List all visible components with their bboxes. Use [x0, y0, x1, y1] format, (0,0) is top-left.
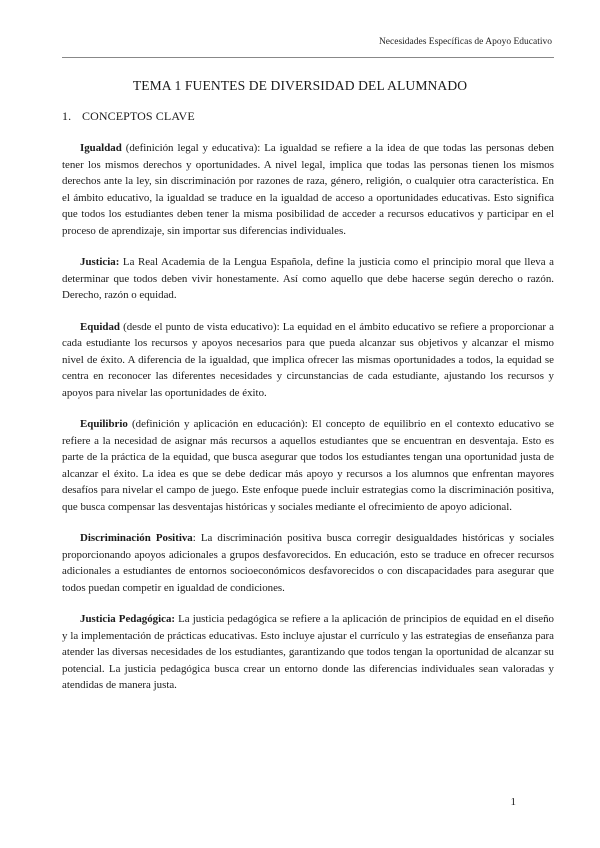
paragraph-equilibrio [62, 416, 554, 515]
paragraph-igualdad [62, 140, 554, 239]
paragraph-justicia [62, 254, 554, 304]
term-label: Equilibrio [80, 418, 128, 430]
page-number: 1 [510, 796, 516, 808]
paragraph-text: (definición y aplicación en educación): El concepto de equilibrio en el contexto educativo se refiere a la necesidad de asignar más recursos a aquellos estudiantes que se encuentran en desventaja. Esto es parte de la práctica de la equidad, que busca asegurar que todos los estudiantes tengan una oportunidad justa de alcanzar el éxito. La idea es que se debe dedicar más apoyo y recursos a los alumnos que enfrentan mayores desafíos para nivelar el campo de juego. Este enfoque puede incluir estrategias como la discriminación positiva, que busca compensar las desventajas históricas y sociales mediante el ofrecimiento de apoyo adicional. [62, 418, 554, 513]
paragraph-equidad [62, 319, 554, 402]
header-rule [62, 57, 554, 58]
paragraph-discriminacion-positiva [62, 530, 554, 596]
paragraph-justicia-pedagogica [62, 611, 554, 694]
paragraph-text: (definición legal y educativa): La igualdad se refiere a la idea de que todas las personas deben tener los mismos derechos y oportunidades. A nivel legal, implica que todas las personas tienen los mismos derechos ante la ley, sin discriminación por razones de raza, género, religión, o cualquier otra característica. En el ámbito educativo, la igualdad se traduce en la igualdad de acceso a oportunidades educativas. Esto significa que todos los estudiantes deben tener la misma posibilidad de acceder a recursos educativos y participar en el proceso de aprendizaje, sin importar sus diferencias individuales. [62, 142, 554, 237]
paragraph-text: : La discriminación positiva busca corregir desigualdades históricas y sociales proporcionando apoyos adicionales a grupos desfavorecidos. En educación, esto se traduce en ofrecer recursos adicionales a estudiantes de entornos socioeconómicos desfavorecidos o con discapacidades para asegurar que todos puedan competir en igualdad de condiciones. [62, 532, 554, 594]
term-label: Justicia Pedagógica: [80, 613, 176, 625]
paragraph-text: (desde el punto de vista educativo): La equidad en el ámbito educativo se refiere a proporcionar a cada estudiante los recursos y apoyos necesarios para que pueda alcanzar sus objetivos y alcanzar el mismo nivel de éxito. A diferencia de la igualdad, que implica ofrecer las mismas oportunidades a todos, la equidad se centra en reconocer las diferentes necesidades y circunstancias de cada estudiante, ajustando los recursos y apoyos para nivelar las oportunidades de éxito. [62, 320, 554, 399]
section-number: 1. [62, 109, 72, 123]
term-label: Equidad [80, 320, 120, 333]
paragraph-text: La justicia pedagógica se refiere a la aplicación de principios de equidad en el diseño y la implementación de prácticas educativas. Esto incluye ajustar el currículo y las estrategias de enseñanza para atender las diversas necesidades de los estudiantes, garantizando que todos tengan la oportunidad de alcanzar su potencial. La justicia pedagógica busca crear un entorno donde las diferencias individuales sean valoradas y atendidas de manera justa. [62, 613, 554, 691]
section-title: CONCEPTOS CLAVE [82, 109, 195, 123]
body-content [62, 140, 554, 709]
running-header: Necesidades Específicas de Apoyo Educativo [378, 37, 552, 47]
term-label: Justicia: [80, 256, 120, 268]
term-label: Discriminación Positiva [80, 532, 193, 544]
paragraph-text: La Real Academia de la Lengua Española, define la justicia como el principio moral que lleva a determinar que todos deben vivir honestamente. Así como aquello que debe hacerse según derecho o razón. Derecho, razón o equidad. [62, 256, 554, 301]
document-title: TEMA 1 FUENTES DE DIVERSIDAD DEL ALUMNADO [132, 78, 468, 93]
section-heading [62, 109, 195, 124]
term-label: Igualdad [80, 142, 122, 154]
